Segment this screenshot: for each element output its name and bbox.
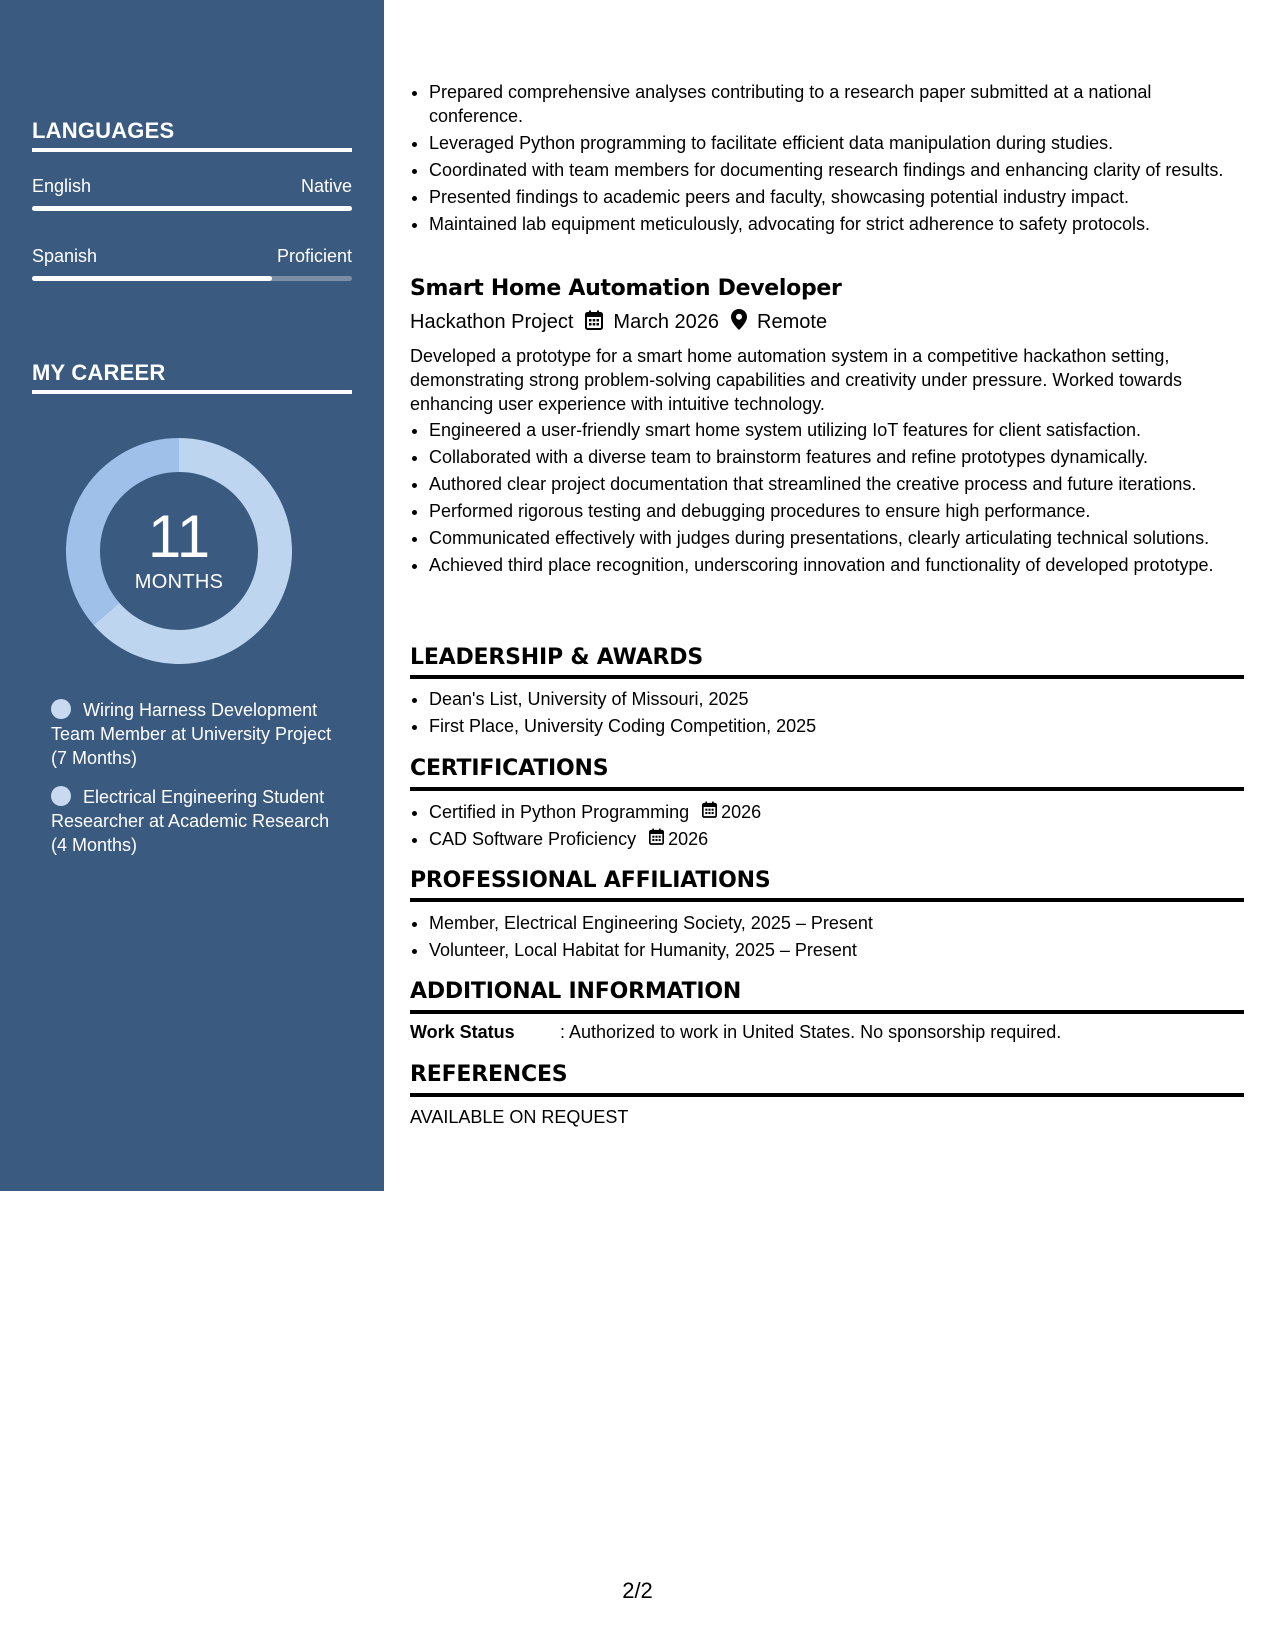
language-name: English [32, 176, 92, 196]
work-status-row [410, 1022, 1061, 1043]
list-item: • Authored clear project documentation that streamlined the creative process and future iterations. [429, 472, 1244, 496]
language-name: Spanish [32, 246, 98, 266]
languages-rule [32, 148, 352, 152]
job-date: March 2026 [613, 311, 720, 333]
list-item: • Leveraged Python programming to facilitate efficient data manipulation during studies. [429, 131, 1244, 155]
references-text: AVAILABLE ON REQUEST [410, 1107, 629, 1127]
calendar-icon [702, 800, 717, 824]
page-number: 2/2 [622, 1578, 653, 1603]
list-item: • Member, Electrical Engineering Society, 2025 – Present [429, 911, 1244, 935]
career-item [51, 785, 341, 857]
career-unit: MONTHS [134, 570, 224, 593]
career-donut-center [66, 438, 292, 664]
language-level: Proficient [276, 246, 352, 266]
language-row-english [32, 176, 352, 197]
list-item: • Prepared comprehensive analyses contributing to a research paper submitted at a national conference. [429, 80, 1244, 128]
languages-title: LANGUAGES [32, 118, 175, 143]
career-item [51, 698, 341, 770]
list-item: • First Place, University Coding Competition, 2025 [429, 714, 1244, 738]
sidebar [0, 0, 384, 1191]
certification-name: • CAD Software Proficiency [429, 829, 637, 849]
job-description: Developed a prototype for a smart home automation system in a competitive hackathon setting, demonstrating strong problem-solving capabilities and creativity under pressure. Worked towards enhancing user experience with intuitive technology. [410, 346, 1183, 414]
certification-year: 2026 [668, 829, 709, 849]
references-title: REFERENCES [410, 1062, 568, 1087]
previous-job-bullets [410, 80, 1244, 239]
calendar-icon [585, 310, 603, 336]
list-item: • Presented findings to academic peers and faculty, showcasing potential industry impact. [429, 185, 1244, 209]
location-pin-icon [731, 309, 747, 336]
calendar-icon [649, 827, 664, 851]
certification-year: 2026 [721, 802, 762, 822]
career-item-text: Wiring Harness Development Team Member at University Project (7 Months) [51, 700, 332, 768]
career-legend-dot [51, 786, 71, 806]
career-donut [66, 438, 292, 664]
list-item: • Dean's List, University of Missouri, 2025 [429, 687, 1244, 711]
work-status-label: Work Status [410, 1022, 515, 1042]
language-bar-english [32, 206, 352, 211]
list-item: • Engineered a user-friendly smart home system utilizing IoT features for client satisfaction. [429, 418, 1244, 442]
career-title: MY CAREER [32, 360, 166, 385]
certifications-title: CERTIFICATIONS [410, 756, 609, 781]
affiliations-list [410, 911, 1244, 965]
leadership-list [410, 687, 1244, 741]
certification-name: • Certified in Python Programming [429, 802, 690, 822]
list-item [429, 827, 1244, 851]
job-description-block [410, 344, 1244, 580]
job-location: Remote [757, 311, 828, 333]
career-rule [32, 390, 352, 394]
job-organization: Hackathon Project [410, 311, 574, 333]
career-item-text: Electrical Engineering Student Researcher at Academic Research (4 Months) [51, 787, 330, 855]
language-bar-spanish [32, 276, 352, 281]
affiliations-title: PROFESSIONAL AFFILIATIONS [410, 868, 771, 893]
list-item [429, 800, 1244, 824]
certifications-list [410, 800, 1244, 854]
list-item: • Coordinated with team members for documenting research findings and enhancing clarity of results. [429, 158, 1244, 182]
affiliations-rule [410, 898, 1244, 902]
additional-rule [410, 1010, 1244, 1014]
work-status-value: : Authorized to work in United States. No sponsorship required. [560, 1022, 1062, 1042]
list-item: • Achieved third place recognition, underscoring innovation and functionality of developed prototype. [429, 553, 1244, 577]
list-item: • Maintained lab equipment meticulously, advocating for strict adherence to safety protocols. [429, 212, 1244, 236]
references-rule [410, 1093, 1244, 1097]
language-bar-fill [32, 276, 272, 281]
list-item: • Communicated effectively with judges during presentations, clearly articulating technical solutions. [429, 526, 1244, 550]
certifications-rule [410, 787, 1244, 791]
leadership-rule [410, 675, 1244, 679]
job-title: Smart Home Automation Developer [410, 276, 842, 301]
career-total: 11 [147, 502, 211, 570]
list-item: • Collaborated with a diverse team to brainstorm features and refine prototypes dynamically. [429, 445, 1244, 469]
list-item: • Volunteer, Local Habitat for Humanity, 2025 – Present [429, 938, 1244, 962]
language-bar-fill [32, 206, 352, 211]
job-meta [410, 309, 827, 336]
language-row-spanish [32, 246, 352, 267]
career-legend-dot [51, 699, 71, 719]
leadership-title: LEADERSHIP & AWARDS [410, 645, 703, 670]
list-item: • Performed rigorous testing and debugging procedures to ensure high performance. [429, 499, 1244, 523]
additional-title: ADDITIONAL INFORMATION [410, 979, 742, 1004]
language-level: Native [300, 176, 352, 196]
